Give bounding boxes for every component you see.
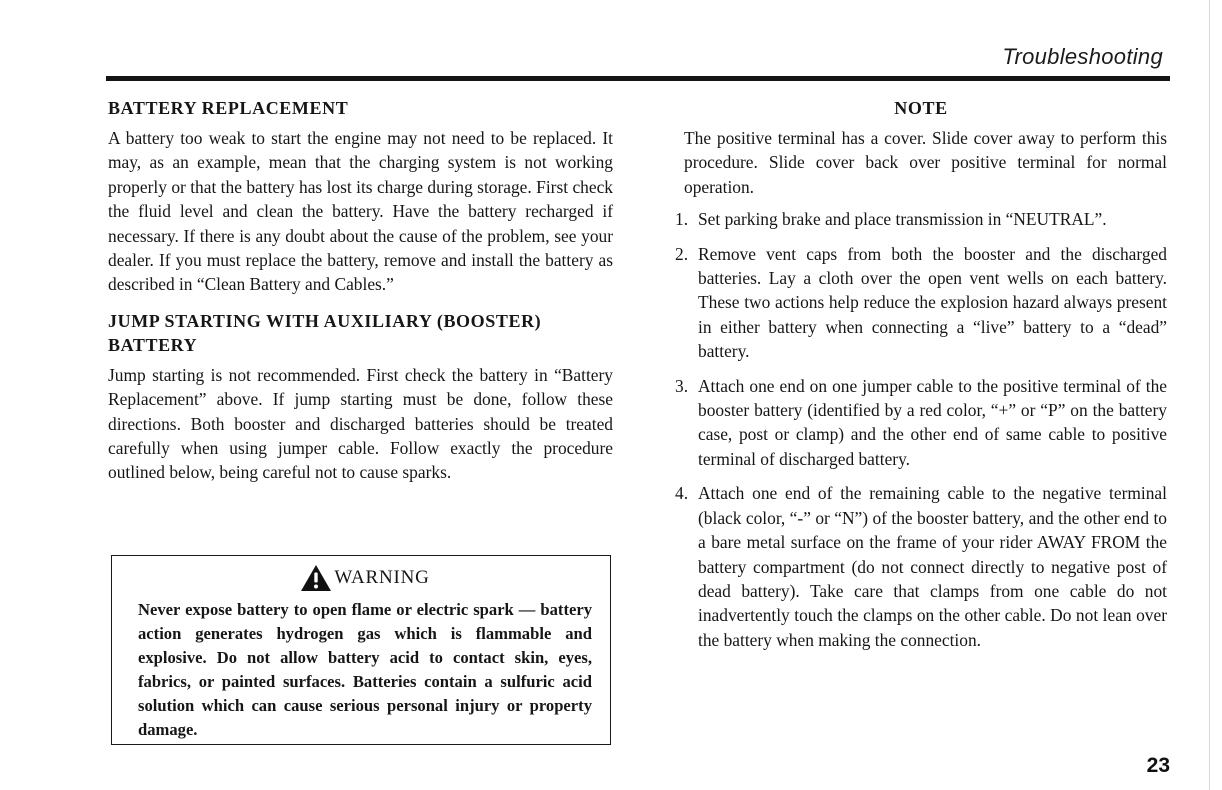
battery-replacement-section <box>108 96 613 297</box>
right-column <box>675 96 1167 662</box>
warning-text: Never expose battery to open flame or electric spark — battery action generates hydrogen gas which is flammable and explosive. Do not allow battery acid to contact skin, eyes, fabrics, or painted surfaces. Batteries contain a sulfuric acid solution which can cause serious personal injury or property damage. <box>138 600 592 740</box>
warning-header <box>138 564 592 592</box>
step-number: 1. <box>675 209 689 230</box>
step-text: Remove vent caps from both the booster and the discharged batteries. Lay a cloth over the open vent wells on each battery. These two actions help reduce the explosion hazard always present in either battery when connecting a “live” battery to a “dead” battery. <box>698 243 1167 362</box>
step-item <box>675 481 1167 652</box>
step-text: Attach one end on one jumper cable to the positive terminal of the booster battery (identified by a red color, “+” or “P” on the battery case, post or clamp) and the other end of same cable to positive terminal of discharged battery. <box>698 375 1167 469</box>
step-number: 4. <box>675 483 689 504</box>
warning-box <box>111 555 611 745</box>
jump-starting-section <box>108 309 613 485</box>
jump-starting-text: Jump starting is not recommended. First check the battery in “Battery Replacement” above. If jump starting must be done, follow these directions. Both booster and discharged batteries should be treated carefully when using jumper cable. Follow exactly the procedure outlined below, being careful not to cause sparks. <box>108 364 613 483</box>
step-number: 2. <box>675 243 689 264</box>
step-text: Set parking brake and place transmission in “NEUTRAL”. <box>698 209 1107 230</box>
note-section <box>675 96 1167 199</box>
step-item <box>675 207 1167 231</box>
warning-title: WARNING <box>334 567 430 588</box>
step-number: 3. <box>675 375 689 396</box>
battery-replacement-heading: BATTERY REPLACEMENT <box>108 98 349 118</box>
header-rule <box>106 76 1170 81</box>
step-text: Attach one end of the remaining cable to the negative terminal (black color, “-” or “N”) of the booster battery, and the other end to a bare metal surface on the frame of your rider AWAY FROM the battery compartment (do not connect directly to negative post of dead battery). Take care that clamps from one cable do not inadvertently touch the clamps on the other cable. Do not lean over the battery when making the connection. <box>698 483 1167 650</box>
jump-start-steps <box>675 207 1167 652</box>
step-item <box>675 242 1167 364</box>
warning-triangle-icon <box>300 564 332 592</box>
note-heading: NOTE <box>894 98 948 118</box>
jump-starting-heading: JUMP STARTING WITH AUXILIARY (BOOSTER) BATTERY <box>108 310 542 355</box>
note-text: The positive terminal has a cover. Slide cover away to perform this procedure. Slide cover back over positive terminal for normal operation. <box>684 128 1167 197</box>
page-number: 23 <box>1146 754 1170 777</box>
section-title: Troubleshooting <box>1002 44 1163 69</box>
left-column <box>108 96 613 485</box>
battery-replacement-text: A battery too weak to start the engine may not need to be replaced. It may, as an example, mean that the charging system is not working properly or that the battery has lost its charge during storage. First check the fluid level and clean the battery. Have the battery recharged if necessary. If there is any doubt about the cause of the problem, see your dealer. If you must replace the battery, remove and install the battery as described in “Clean Battery and Cables.” <box>108 128 613 295</box>
step-item <box>675 374 1167 472</box>
page-edge-line <box>1209 0 1210 790</box>
